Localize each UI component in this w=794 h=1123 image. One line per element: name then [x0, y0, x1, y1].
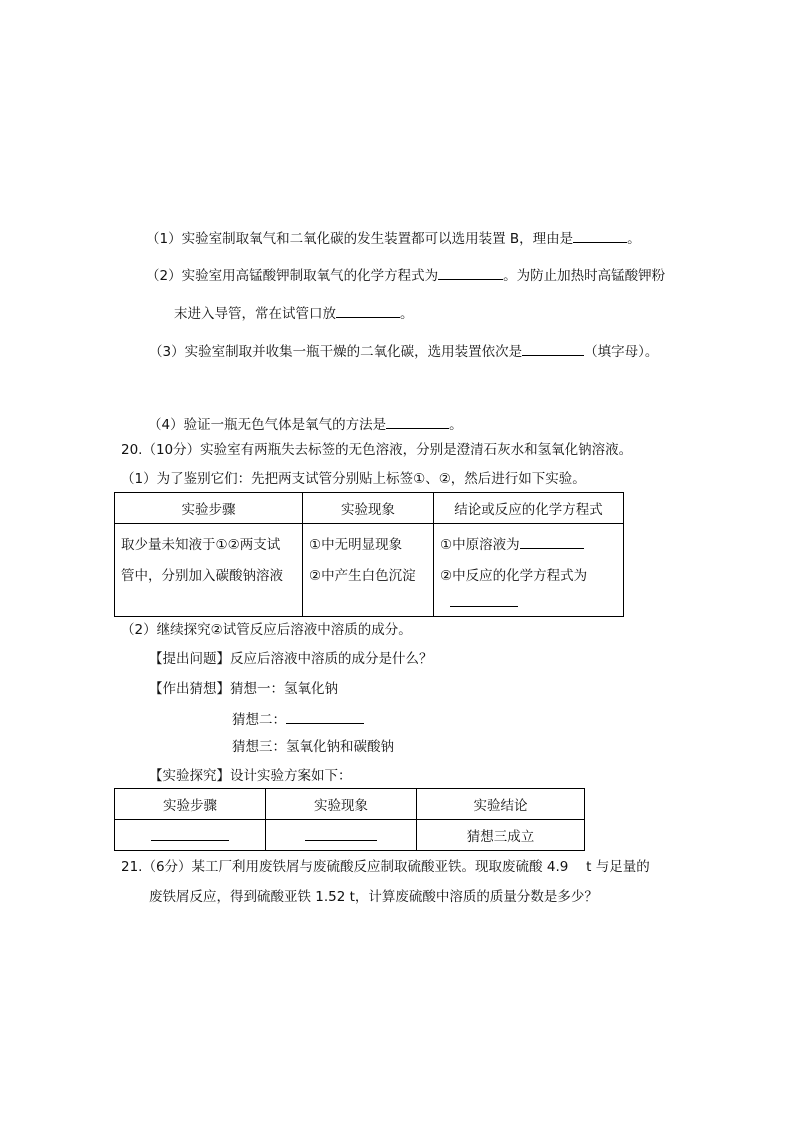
answer-blank[interactable] [305, 826, 377, 841]
table-row [115, 524, 624, 617]
q19-part3 [149, 341, 658, 361]
answer-blank[interactable] [520, 534, 584, 549]
table-cell-step [115, 820, 266, 851]
q19-part4 [148, 414, 463, 434]
q19-part4-text: （4）验证一瓶无色气体是氧气的方法是 [148, 417, 387, 433]
table-cell-conclusion: 猜想三成立 [417, 820, 585, 851]
conclusion-text: ①中原溶液为 [440, 537, 520, 553]
q19-part2-end: 。为防止加热时高锰酸钾粉 [503, 268, 666, 284]
answer-blank[interactable] [336, 303, 400, 318]
answer-blank[interactable] [573, 228, 627, 243]
step-line: 取少量未知液于①②两支试 [121, 537, 281, 553]
guess-1: 【作出猜想】猜想一：氢氧化钠 [149, 681, 338, 697]
observation-line: ②中产生白色沉淀 [309, 568, 416, 584]
q19-part2b-text: 末进入导管，常在试管口放 [174, 306, 336, 322]
table-row [115, 820, 585, 851]
experiment-table-2 [114, 788, 585, 851]
q19-part1-end: 。 [627, 231, 641, 247]
q19-part2b-end: 。 [400, 306, 414, 322]
q20-part2: （2）继续探究②试管反应后溶液中溶质的成分。 [121, 622, 412, 638]
q19-part3-text: （3）实验室制取并收集一瓶干燥的二氧化碳，选用装置依次是 [149, 344, 523, 360]
table-cell-observation [266, 820, 417, 851]
q21-line2: 废铁屑反应，得到硫酸亚铁 1.52 t，计算废硫酸中溶质的质量分数是多少？ [149, 889, 598, 905]
table-header: 实验现象 [303, 493, 434, 524]
conclusion-line [440, 530, 617, 561]
q19-part4-end: 。 [449, 417, 463, 433]
q19-part1-text: （1）实验室制取氧气和二氧化碳的发生装置都可以选用装置 B，理由是 [146, 231, 574, 247]
conclusion-line: ②中反应的化学方程式为 [440, 568, 588, 584]
answer-blank[interactable] [151, 826, 229, 841]
answer-blank[interactable] [522, 341, 584, 356]
q20-intro: 20.（10分）实验室有两瓶失去标签的无色溶液，分别是澄清石灰水和氢氧化钠溶液。 [121, 442, 633, 458]
q19-part1 [146, 228, 641, 248]
q19-part3-end: （填字母）。 [584, 344, 659, 360]
q20-part1: （1）为了鉴别它们：先把两支试管分别贴上标签①、②，然后进行如下实验。 [121, 471, 586, 487]
table-header: 实验步骤 [115, 493, 303, 524]
table-header: 实验结论 [417, 789, 585, 820]
answer-blank[interactable] [438, 265, 503, 280]
table-header: 结论或反应的化学方程式 [434, 493, 624, 524]
experiment-table-1 [114, 492, 624, 617]
q19-part2-line2 [174, 303, 414, 323]
answer-blank[interactable] [286, 709, 364, 724]
q21-line1: 21.（6分）某工厂利用废铁屑与废硫酸反应制取硫酸亚铁。现取废硫酸 4.9 t 与足量的 [121, 859, 650, 875]
step-line: 管中，分别加入碳酸钠溶液 [121, 568, 283, 584]
table-header: 实验步骤 [115, 789, 266, 820]
table-cell-observation [303, 524, 434, 617]
guess-2 [232, 709, 364, 729]
guess-2-text: 猜想二： [232, 712, 286, 728]
explore-label: 【实验探究】设计实验方案如下： [149, 768, 352, 784]
guess-3: 猜想三：氢氧化钠和碳酸钠 [232, 739, 394, 755]
question-label: 【提出问题】反应后溶液中溶质的成分是什么？ [149, 651, 433, 667]
table-cell-conclusion [434, 524, 624, 617]
observation-line: ①中无明显现象 [309, 537, 403, 553]
table-cell-step [115, 524, 303, 617]
table-header: 实验现象 [266, 789, 417, 820]
answer-blank[interactable] [450, 592, 518, 607]
answer-blank[interactable] [386, 414, 449, 429]
q19-part2-line1 [146, 265, 665, 285]
q19-part2-text: （2）实验室用高锰酸钾制取氧气的化学方程式为 [146, 268, 439, 284]
conclusion-line [440, 592, 617, 616]
